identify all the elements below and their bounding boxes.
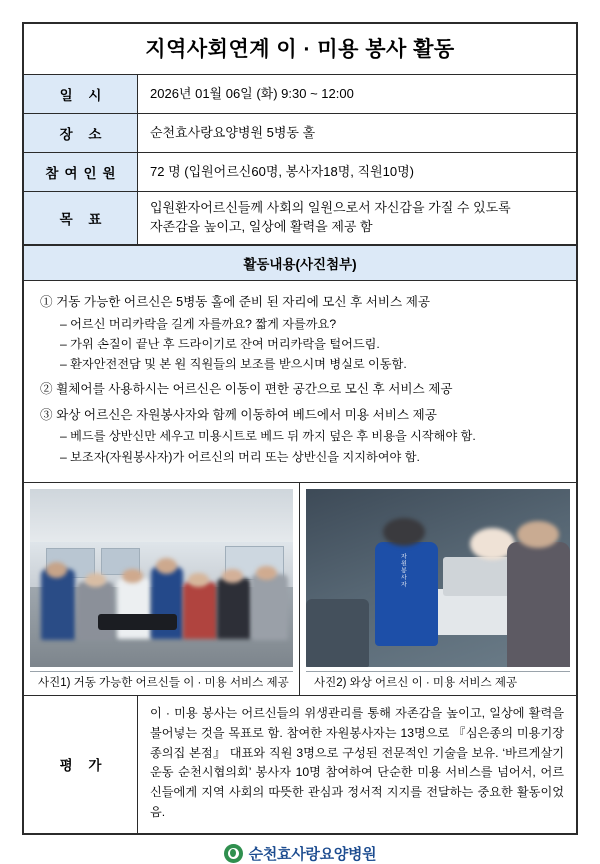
info-row-goal: [24, 192, 576, 245]
info-label-place: 장 소: [24, 114, 138, 152]
goal-line-1: 입원환자어르신들께 사회의 일원으로서 자신감을 가질 수 있도록: [150, 200, 511, 216]
hospital-leaf-icon: [224, 844, 243, 863]
section-header-activity: 활동내용(사진첨부): [24, 245, 576, 281]
vest-text: 자원봉사자: [399, 553, 406, 589]
activity-sub-1-1: – 어르신 머리카락을 길게 자를까요? 짧게 자를까요?: [60, 316, 337, 331]
info-value-place: 순천효사랑요양병원 5병동 홀: [150, 124, 316, 140]
photo-image-2: [306, 489, 570, 667]
info-row-participants: [24, 153, 576, 192]
report-table: [22, 22, 578, 835]
photo-cell-2: [300, 483, 576, 695]
photo-row: [24, 483, 576, 696]
evaluation-row: [24, 696, 576, 833]
activity-sub-1-3: – 환자안전전담 및 본 원 직원들의 보조를 받으시며 병실로 이동함.: [60, 357, 407, 372]
info-value-participants: 72 명 (입원어르신60명, 봉사자18명, 직원10명): [150, 163, 414, 179]
info-row-place: [24, 114, 576, 153]
photo-caption-1: 사진1) 거동 가능한 어르신들 이 · 미용 서비스 제공: [30, 671, 293, 695]
info-label-participants: 참여인원: [24, 153, 138, 191]
goal-line-2: 자존감을 높이고, 일상에 활력을 제공 함: [150, 219, 373, 235]
info-label-datetime: 일 시: [24, 75, 138, 113]
photo-cell-1: [24, 483, 300, 695]
info-row-datetime: [24, 75, 576, 114]
activity-content: [24, 281, 576, 483]
activity-sub-1-2: – 가위 손질이 끝난 후 드라이기로 잔여 머리카락을 털어드림.: [60, 337, 380, 352]
evaluation-label: 평 가: [24, 696, 138, 833]
evaluation-text: 이 · 미용 봉사는 어르신들의 위생관리를 통해 자존감을 높이고, 일상에 활력을 불어넣는 것을 목표로 함. 참여한 자원봉사자는 13명으로 『심은종의 미용기장종의집 본점』 대표와 직원 3명으로 구성된 전문적인 기술을 보유. ‘바르게살기운동 순천시협의회’ 봉사자 10명 참여하여 단순한 미용 서비스를 넘어서, 어르신들에게 지역 사회의 따뜻한 관심과 정서적 지지를 전달하는 중요한 활동이었음.: [150, 706, 564, 819]
photo-caption-2: 사진2) 와상 어르신 이 · 미용 서비스 제공: [306, 671, 570, 695]
info-label-goal: 목 표: [24, 192, 138, 244]
activity-item-1: ① 거동 가능한 어르신은 5병동 홀에 준비 된 자리에 모신 후 서비스 제공: [40, 294, 431, 309]
footer-logo-text: 순천효사랑요양병원: [248, 845, 377, 863]
photo-image-1: [30, 489, 293, 667]
info-value-datetime: 2026년 01월 06일 (화) 9:30 ~ 12:00: [150, 85, 354, 101]
activity-sub-3-2: – 보조자(자원봉사자)가 어르신의 머리 또는 상반신을 지지하여야 함.: [60, 449, 420, 464]
activity-item-3: ③ 와상 어르신은 자원봉사자와 함께 이동하여 베드에서 미용 서비스 제공: [40, 407, 437, 422]
footer-logo: [22, 835, 578, 864]
activity-item-2: ② 휠체어를 사용하시는 어르신은 이동이 편한 공간으로 모신 후 서비스 제공: [40, 381, 453, 396]
page-title: 지역사회연계 이 · 미용 봉사 활동: [24, 24, 576, 75]
activity-sub-3-1: – 베드를 상반신만 세우고 미용시트로 베드 뒤 까지 덮은 후 비용을 시작해야 함.: [60, 429, 476, 444]
info-value-goal: [138, 192, 576, 244]
